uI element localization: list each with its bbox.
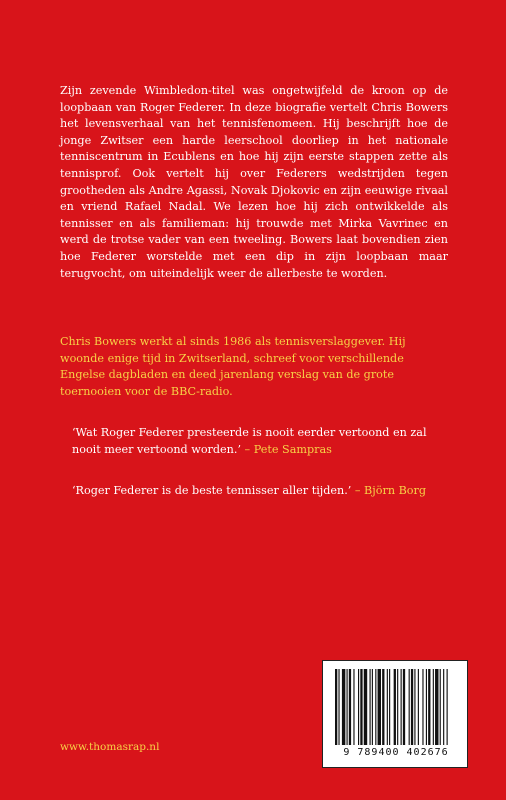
author-bio: Chris Bowers werkt al sinds 1986 als tennisverslaggever. Hij woonde enige tijd in Zwitserland, schreef voor verschillende Engelse dagbladen en deed jarenlang verslag van de grote toernooien voor de BBC-radio. (60, 335, 406, 398)
quote-text: ‘Wat Roger Federer presteerde is nooit eerder vertoond en zal nooit meer vertoond worden.’ (72, 426, 427, 456)
barcode-bar (347, 669, 348, 745)
barcode-bars (333, 669, 459, 747)
barcode-bar (443, 669, 444, 745)
barcode-bar (372, 669, 373, 745)
publisher-website[interactable]: www.thomasrap.nl (60, 741, 160, 753)
barcode-bar (360, 669, 362, 745)
barcode-bar (435, 669, 438, 745)
barcode-bar (447, 669, 448, 745)
quote-borg (72, 483, 432, 500)
barcode-bar (401, 669, 402, 745)
barcode-bar (364, 669, 367, 745)
barcode-bar (428, 669, 430, 745)
barcode-bar (389, 669, 390, 745)
barcode-bar (335, 669, 337, 745)
barcode-bar (394, 669, 396, 745)
barcode-bar (422, 669, 423, 745)
barcode-bar (426, 669, 427, 745)
barcode-bar (370, 669, 371, 745)
barcode-bar (387, 669, 388, 745)
barcode-bar (414, 669, 415, 745)
barcode (322, 660, 468, 768)
barcode-bar (433, 669, 434, 745)
barcode-bar (403, 669, 405, 745)
barcode-bar (338, 669, 339, 745)
isbn-number: 9 789400 402676 (343, 747, 449, 758)
barcode-bar (409, 669, 410, 745)
barcode-bar (411, 669, 413, 745)
barcode-bar (378, 669, 381, 745)
barcode-bar (342, 669, 345, 745)
barcode-bar (353, 669, 354, 745)
barcode-bar (358, 669, 359, 745)
barcode-bar (349, 669, 351, 745)
barcode-bar (418, 669, 419, 745)
barcode-bar (375, 669, 376, 745)
quote-sampras (72, 425, 432, 458)
book-blurb: Zijn zevende Wimbledon-titel was ongetwijfeld de kroon op de loopbaan van Roger Federer. In deze biografie vertelt Chris Bowers het levensverhaal van het tennisfenomeen. Hij beschrijft hoe de jonge Zwitser een harde leerschool doorliep in het nationale tenniscentrum in Ecublens en hoe hij zijn eerste stappen zette als tennisprof. Ook vertelt hij over Federers wedstrijden tegen grootheden als Andre Agassi, Novak Djokovic en zijn eeuwige rivaal en vriend Rafael Nadal. We lezen hoe hij zich ontwikkelde als tennisser en als familieman: hij trouwde met Mirka Vavrinec en werd de trotse vader van een tweeling. Bowers laat bovendien zien hoe Federer worstelde met een dip in zijn loopbaan maar terugvocht, om uiteindelijk weer de allerbeste te worden. (60, 84, 448, 280)
barcode-bar (440, 669, 441, 745)
quote-attribution: – Pete Sampras (241, 442, 332, 456)
quote-text: ‘Roger Federer is de beste tennisser aller tijden.’ (72, 484, 352, 497)
quote-attribution: – Björn Borg (351, 484, 427, 497)
barcode-bar (382, 669, 384, 745)
barcode-bar (397, 669, 398, 745)
